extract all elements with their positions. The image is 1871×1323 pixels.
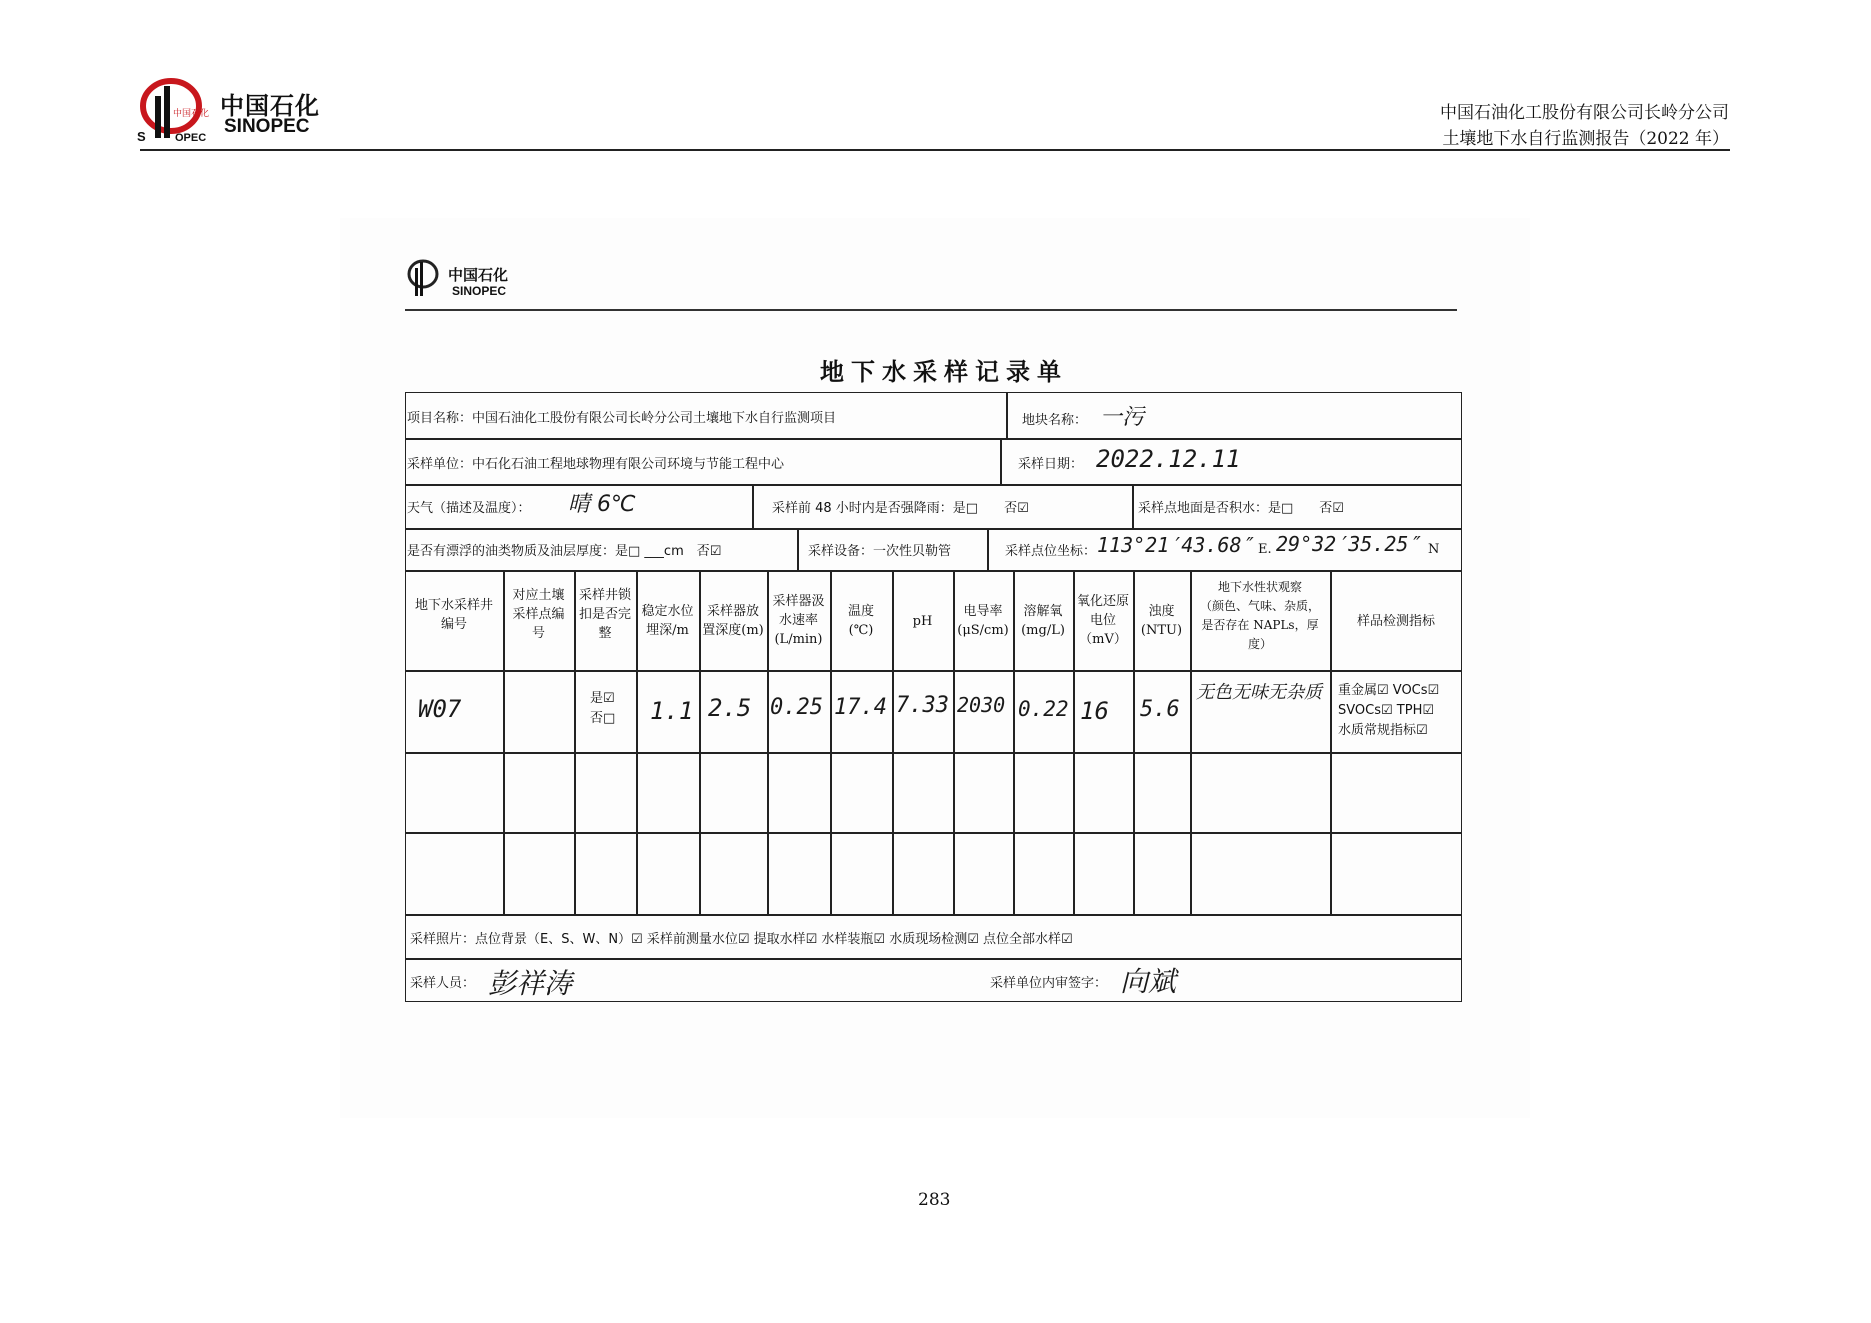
col-header-conductivity: 电导率 (μS/cm) — [957, 604, 1009, 638]
col-header-indicators: 样品检测指标 — [1356, 614, 1435, 629]
cell-ph: 7.33 — [896, 693, 949, 718]
sheet-logo-en: SINOPEC — [452, 284, 507, 298]
col-header-soil-point: 对应土壤 采样点编 号 — [512, 588, 565, 641]
coordinate-n-suffix: N — [1428, 542, 1440, 557]
sinopec-logo-icon — [135, 78, 215, 144]
header-report-title: 土壤地下水自行监测报告（2022 年） — [1442, 129, 1729, 149]
col-header-water-depth: 稳定水位 埋深/m — [641, 604, 694, 638]
svg-text:中国石化: 中国石化 — [173, 109, 210, 119]
coordinate-label: 采样点位坐标： — [1005, 544, 1097, 559]
col-header-lock: 采样井锁 扣是否完 整 — [578, 588, 631, 641]
sampling-date-value: 2022.12.11 — [1096, 445, 1241, 473]
header-company: 中国石油化工股份有限公司长岭分公司 — [1440, 103, 1729, 123]
header-divider — [140, 149, 1730, 151]
sheet-divider — [405, 309, 1457, 311]
header-logo-cn: 中国石化 — [220, 92, 320, 120]
review-label: 采样单位内审签字： — [990, 976, 1108, 991]
sampler-signature: 彭祥涛 — [488, 967, 573, 1000]
heavy-rain-question: 采样前 48 小时内是否强降雨：是□ 否☑ — [772, 501, 1029, 516]
coordinate-n-value: 29°32′35.25″ — [1276, 532, 1421, 556]
col-header-dissolved-oxygen: 溶解氧 (mg/L) — [1021, 604, 1065, 638]
ponding-question: 采样点地面是否积水：是□ 否☑ — [1138, 501, 1344, 516]
sampling-equipment: 采样设备：一次性贝勒管 — [808, 544, 952, 559]
col-header-turbidity: 浊度 (NTU) — [1140, 604, 1183, 638]
cell-well-id: W07 — [418, 695, 462, 723]
coordinate-n-prefix: E. — [1258, 542, 1272, 557]
svg-text:S: S — [137, 129, 146, 144]
col-header-observation: 地下水性状观察 （颜色、气味、杂质， 是否存在 NAPLs，厚 度） — [1199, 580, 1320, 651]
svg-text:OPEC: OPEC — [175, 132, 207, 144]
cell-sampler-depth: 2.5 — [708, 694, 752, 722]
row-line — [405, 752, 1462, 754]
cell-lock-no: 否□ — [590, 711, 616, 726]
cell-lock-yes: 是☑ — [590, 691, 615, 706]
col-line — [752, 484, 754, 528]
sheet-sinopec-logo-icon — [405, 258, 445, 298]
cell-indicators-line3: 水质常规指标☑ — [1338, 723, 1428, 738]
project-name-label: 项目名称：中国石油化工股份有限公司长岭分公司土壤地下水自行监测项目 — [407, 411, 837, 426]
sheet-title: 地下水采样记录单 — [820, 358, 1068, 386]
review-signature: 向斌 — [1120, 965, 1177, 998]
row-line — [405, 528, 1462, 530]
col-header-sampler-depth: 采样器放 置深度(m) — [702, 604, 764, 638]
cell-observation: 无色无味无杂质 — [1196, 682, 1322, 703]
sampling-unit-label: 采样单位：中石化石油工程地球物理有限公司环境与节能工程中心 — [407, 457, 785, 472]
row-line — [405, 484, 1462, 486]
row-line — [405, 832, 1462, 834]
oil-layer-question: 是否有漂浮的油类物质及油层厚度：是□ ___cm 否☑ — [407, 544, 722, 559]
cell-indicators-line1: 重金属☑ VOCs☑ — [1338, 683, 1440, 698]
col-header-pump-rate: 采样器汲 水速率 (L/min) — [772, 594, 825, 647]
sampler-label: 采样人员： — [410, 976, 476, 991]
sheet-logo-cn: 中国石化 — [448, 266, 509, 284]
col-line — [987, 528, 989, 570]
cell-conductivity: 2030 — [957, 693, 1006, 717]
col-line — [1132, 484, 1134, 528]
page-number: 283 — [918, 1190, 951, 1210]
sampling-photos-checklist: 采样照片：点位背景（E、S、W、N）☑ 采样前测量水位☑ 提取水样☑ 水样装瓶☑ 水质现场检测☑ 点位全部水样☑ — [410, 932, 1073, 947]
col-header-orp: 氧化还原 电位 （mV） — [1076, 594, 1129, 647]
col-header-ph: pH — [912, 614, 933, 629]
col-line — [1006, 392, 1008, 438]
cell-pump-rate: 0.25 — [770, 695, 823, 720]
weather-label: 天气（描述及温度）： — [407, 501, 531, 516]
weather-value: 晴 6℃ — [568, 492, 636, 517]
row-line — [405, 958, 1462, 960]
col-line — [1000, 438, 1002, 484]
cell-temperature: 17.4 — [834, 695, 887, 720]
cell-indicators-line2: SVOCs☑ TPH☑ — [1338, 703, 1434, 718]
row-line — [405, 438, 1462, 440]
row-line — [405, 670, 1462, 672]
cell-dissolved-oxygen: 0.22 — [1018, 697, 1069, 721]
row-line — [405, 914, 1462, 916]
coordinate-e-value: 113°21′43.68″ — [1097, 533, 1254, 557]
sampling-date-label: 采样日期： — [1018, 457, 1084, 472]
cell-turbidity: 5.6 — [1140, 697, 1180, 722]
row-line — [405, 570, 1462, 572]
col-header-temperature: 温度 (℃) — [847, 604, 874, 638]
col-header-well-id: 地下水采样井 编号 — [414, 598, 493, 632]
plot-name-label: 地块名称： — [1022, 413, 1088, 428]
col-line — [797, 528, 799, 570]
cell-water-depth: 1.1 — [650, 697, 694, 725]
plot-name-value: 一污 — [1100, 405, 1145, 430]
cell-orp: 16 — [1080, 697, 1109, 725]
header-logo-en: SINOPEC — [224, 116, 310, 137]
